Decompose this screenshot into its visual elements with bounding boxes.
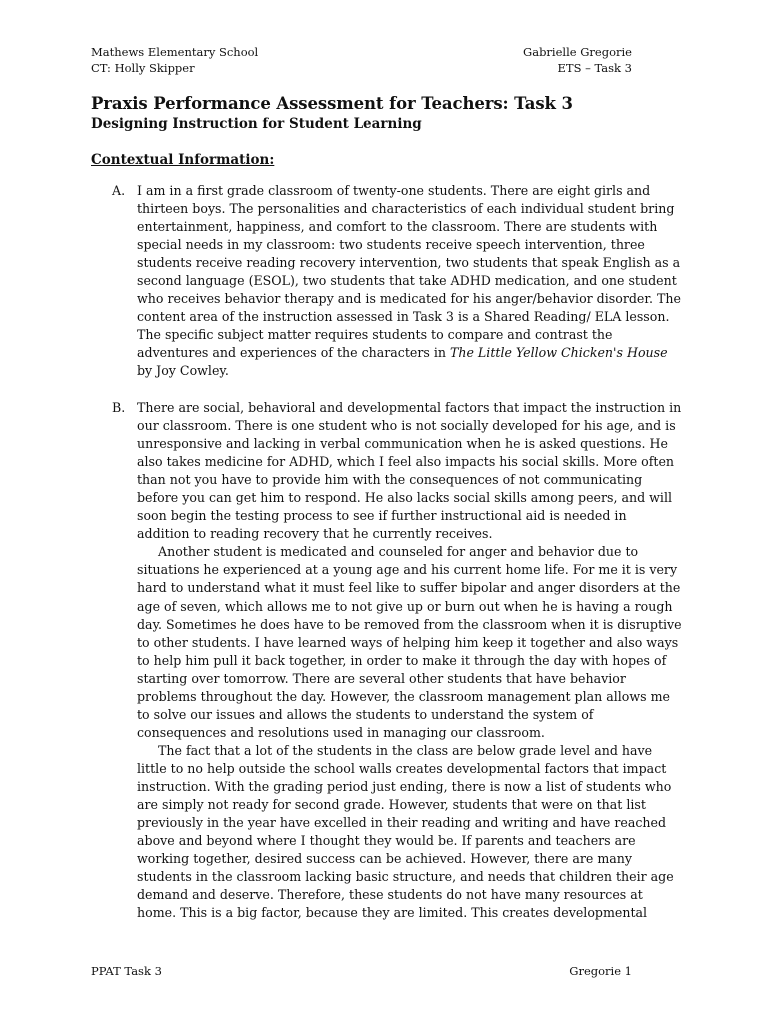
- header-school: Mathews Elementary School: [91, 45, 259, 59]
- header-author: Gabrielle Gregorie: [523, 45, 632, 59]
- list-item-label: A.: [112, 183, 126, 198]
- list-item-b: [112, 399, 682, 922]
- page-header: [91, 45, 632, 76]
- header-task: ETS – Task 3: [557, 60, 632, 75]
- page-number: Gregorie 1: [569, 964, 632, 978]
- list-item-a: [112, 182, 682, 381]
- paragraph: Another student is medicated and counseled for anger and behavior due to situations he experienced at a young age and his current home life. For me it is very hard to understand what it must feel like to suffer bipolar and anger disorders at the age of seven, which allows me to not give up or burn out when he is having a rough day. Sometimes he does have to be removed from the classroom when it is disruptive to other students. I have learned ways of helping him keep it together and also ways to help him pull it back together, in order to make it through the day with hopes of starting over tomorrow. There are several other students that have behavior problems throughout the day. However, the classroom management plan allows me to solve our issues and allows the students to understand the system of consequences and resolutions used in managing our classroom.: [137, 544, 682, 740]
- paragraph: The fact that a lot of the students in the class are below grade level and have little to no help outside the school walls creates developmental factors that impact instruction. With the grading period just ending, there is now a list of students who are simply not ready for second grade. However, students that were on that list previously in the year have excelled in their reading and writing and have reached above and beyond where I thought they would be. If parents and teachers are working together, desired success can be achieved. However, there are many students in the classroom lacking basic structure, and needs that children their age demand and deserve. Therefore, these students do not have many resources at home. This is a big factor, because they are limited. This creates developmental: [137, 742, 674, 921]
- list-item-body: [137, 182, 682, 381]
- paragraph: There are social, behavioral and developmental factors that impact the instruction in our classroom. There is one student who is not socially developed for his age, and is unresponsive and lacking in verbal communication when he is asked questions. He also takes medicine for ADHD, which I feel also impacts his social skills. More often than not you have to provide him with the consequences of not communicating before you can get him to respond. He also lacks social skills among peers, and will soon begin the testing process to see if further instructional aid is needed in addition to reading recovery that he currently receives.: [137, 400, 682, 542]
- list-item-body: [137, 399, 682, 922]
- section-heading: Contextual Information:: [91, 152, 275, 168]
- document-subtitle: Designing Instruction for Student Learning: [91, 116, 422, 132]
- page-footer: [91, 964, 632, 978]
- item-a-text-end: by Joy Cowley.: [137, 363, 229, 379]
- item-a-text: I am in a first grade classroom of twenty-one students. There are eight girls and thirteen boys. The personalities and characteristics of each individual student bring entertainment, happiness, and comfort to the classroom. There are students with special needs in my classroom: two students receive speech intervention, three students receive reading recovery intervention, two students that speak English as a second language (ESOL), two students that take ADHD medication, and one student who receives behavior therapy and is medicated for his anger/behavior disorder. The content area of the instruction assessed in Task 3 is a Shared Reading/ ELA lesson. The specific subject matter requires students to compare and contrast the adventures and experiences of the characters in: [137, 183, 681, 361]
- list-item-label: B.: [112, 400, 126, 415]
- document-title: Praxis Performance Assessment for Teachers: Task 3: [91, 94, 573, 113]
- header-ct: CT: Holly Skipper: [91, 60, 195, 75]
- book-title: The Little Yellow Chicken's House: [449, 345, 668, 361]
- footer-left: PPAT Task 3: [91, 964, 162, 978]
